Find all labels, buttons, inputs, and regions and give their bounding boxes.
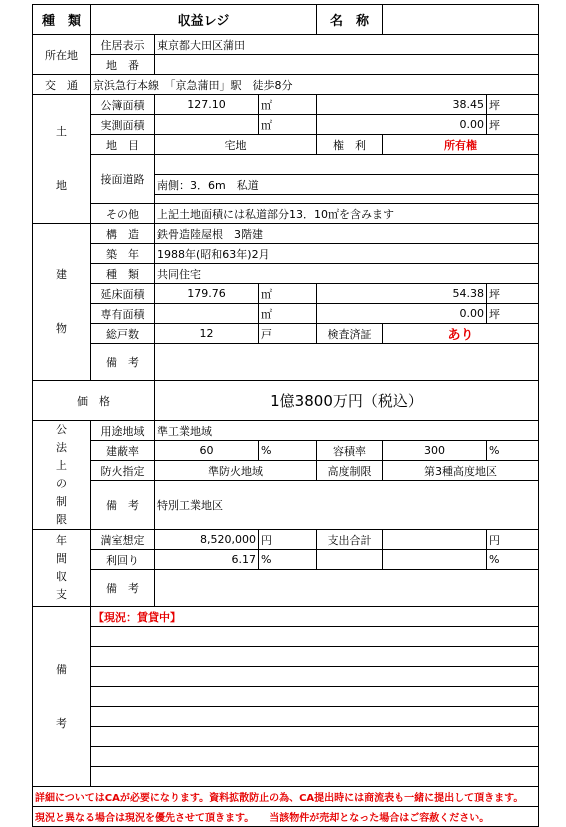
notes-line	[91, 747, 539, 767]
property-table	[32, 4, 539, 827]
expense-label: 支出合計	[317, 530, 383, 550]
registered-tsubo: 38.45	[317, 95, 487, 115]
private-area-label: 専有面積	[91, 304, 155, 324]
full-occupancy-unit: 円	[259, 530, 317, 550]
building-remarks-value	[155, 344, 539, 381]
address-label: 住居表示	[91, 35, 155, 55]
far-unit: %	[487, 441, 539, 461]
notes-line	[91, 627, 539, 647]
floor-area-unit: ㎡	[259, 284, 317, 304]
far-value: 300	[383, 441, 487, 461]
measured-area-unit: ㎡	[259, 115, 317, 135]
zoning-value: 準工業地域	[155, 421, 539, 441]
transport-label: 交 通	[33, 75, 91, 95]
built-value: 1988年(昭和63年)2月	[155, 244, 539, 264]
yield2-value	[383, 550, 487, 570]
address-value: 東京都大田区蒲田	[155, 35, 539, 55]
notes-line	[91, 667, 539, 687]
registered-area-unit: ㎡	[259, 95, 317, 115]
type-value: 収益レジ	[91, 5, 317, 35]
price-value: 1億3800万円（税込）	[155, 381, 539, 421]
income-remarks-value	[155, 570, 539, 607]
notes-line	[91, 767, 539, 787]
road-value: 南側：3．6m 私道	[155, 175, 539, 195]
measured-area-label: 実測面積	[91, 115, 155, 135]
bcr-value: 60	[155, 441, 259, 461]
measured-tsubo-unit: 坪	[487, 115, 539, 135]
units-value: 12	[155, 324, 259, 344]
structure-value: 鉄骨造陸屋根 3階建	[155, 224, 539, 244]
private-tsubo: 0.00	[317, 304, 487, 324]
rights-value: 所有権	[383, 135, 539, 155]
road-blank-2	[155, 195, 539, 204]
measured-tsubo: 0.00	[317, 115, 487, 135]
registered-area-label: 公簿面積	[91, 95, 155, 115]
yield-label: 利回り	[91, 550, 155, 570]
fire-value: 準防火地域	[155, 461, 317, 481]
regulations-remarks-label: 備 考	[91, 481, 155, 530]
notes-line	[91, 647, 539, 667]
full-occupancy-label: 満室想定	[91, 530, 155, 550]
name-value	[383, 5, 539, 35]
regulations-remarks-value: 特別工業地区	[155, 481, 539, 530]
floor-area-label: 延床面積	[91, 284, 155, 304]
location-label: 所在地	[33, 35, 91, 75]
land-category-value: 宅地	[155, 135, 317, 155]
type-label: 種 類	[33, 5, 91, 35]
building-label: 建 物	[33, 224, 91, 381]
floor-tsubo: 54.38	[317, 284, 487, 304]
property-sheet	[32, 4, 539, 827]
expense-value	[383, 530, 487, 550]
yield2-blank	[317, 550, 383, 570]
land-category-label: 地 目	[91, 135, 155, 155]
expense-unit: 円	[487, 530, 539, 550]
floor-area-value: 179.76	[155, 284, 259, 304]
footer-note-status: 現況と異なる場合は現況を優先させて頂きます。 当該物件が売却となった場合はご容赦ください。	[33, 807, 539, 827]
income-label: 年 間 収 支	[33, 530, 91, 607]
full-occupancy-value: 8,520,000	[155, 530, 259, 550]
registered-tsubo-unit: 坪	[487, 95, 539, 115]
fire-label: 防火指定	[91, 461, 155, 481]
height-value: 第3種高度地区	[383, 461, 539, 481]
inspection-value: あり	[383, 324, 539, 344]
private-tsubo-unit: 坪	[487, 304, 539, 324]
land-other-value: 上記土地面積には私道部分13．10㎡を含みます	[155, 204, 539, 224]
name-label: 名 称	[317, 5, 383, 35]
notes-line	[91, 687, 539, 707]
zoning-label: 用途地域	[91, 421, 155, 441]
registered-area-value: 127.10	[155, 95, 259, 115]
units-unit: 戸	[259, 324, 317, 344]
land-other-label: その他	[91, 204, 155, 224]
rights-label: 権 利	[317, 135, 383, 155]
price-label: 価 格	[33, 381, 155, 421]
regulations-label: 公 法 上 の 制 限	[33, 421, 91, 530]
yield-unit: %	[259, 550, 317, 570]
footer-note-ca: 詳細についてはCAが必要になります。資料拡散防止の為、CA提出時には商流表も一緒に提出して頂きます。	[33, 787, 539, 807]
notes-label: 備 考	[33, 607, 91, 787]
bcr-label: 建蔽率	[91, 441, 155, 461]
road-label: 接面道路	[91, 155, 155, 204]
height-label: 高度制限	[317, 461, 383, 481]
land-label: 土 地	[33, 95, 91, 224]
notes-line	[91, 727, 539, 747]
lot-label: 地 番	[91, 55, 155, 75]
building-kind-label: 種 類	[91, 264, 155, 284]
far-label: 容積率	[317, 441, 383, 461]
building-kind-value: 共同住宅	[155, 264, 539, 284]
notes-status: 【現況：賃貸中】	[91, 607, 539, 627]
lot-value	[155, 55, 539, 75]
transport-value: 京浜急行本線 「京急蒲田」駅 徒歩8分	[91, 75, 539, 95]
building-remarks-label: 備 考	[91, 344, 155, 381]
road-blank-1	[155, 155, 539, 175]
inspection-label: 検査済証	[317, 324, 383, 344]
measured-area-value	[155, 115, 259, 135]
yield-value: 6.17	[155, 550, 259, 570]
private-area-value	[155, 304, 259, 324]
notes-line	[91, 707, 539, 727]
structure-label: 構 造	[91, 224, 155, 244]
floor-tsubo-unit: 坪	[487, 284, 539, 304]
income-remarks-label: 備 考	[91, 570, 155, 607]
built-label: 築 年	[91, 244, 155, 264]
bcr-unit: %	[259, 441, 317, 461]
yield2-unit: %	[487, 550, 539, 570]
private-area-unit: ㎡	[259, 304, 317, 324]
units-label: 総戸数	[91, 324, 155, 344]
